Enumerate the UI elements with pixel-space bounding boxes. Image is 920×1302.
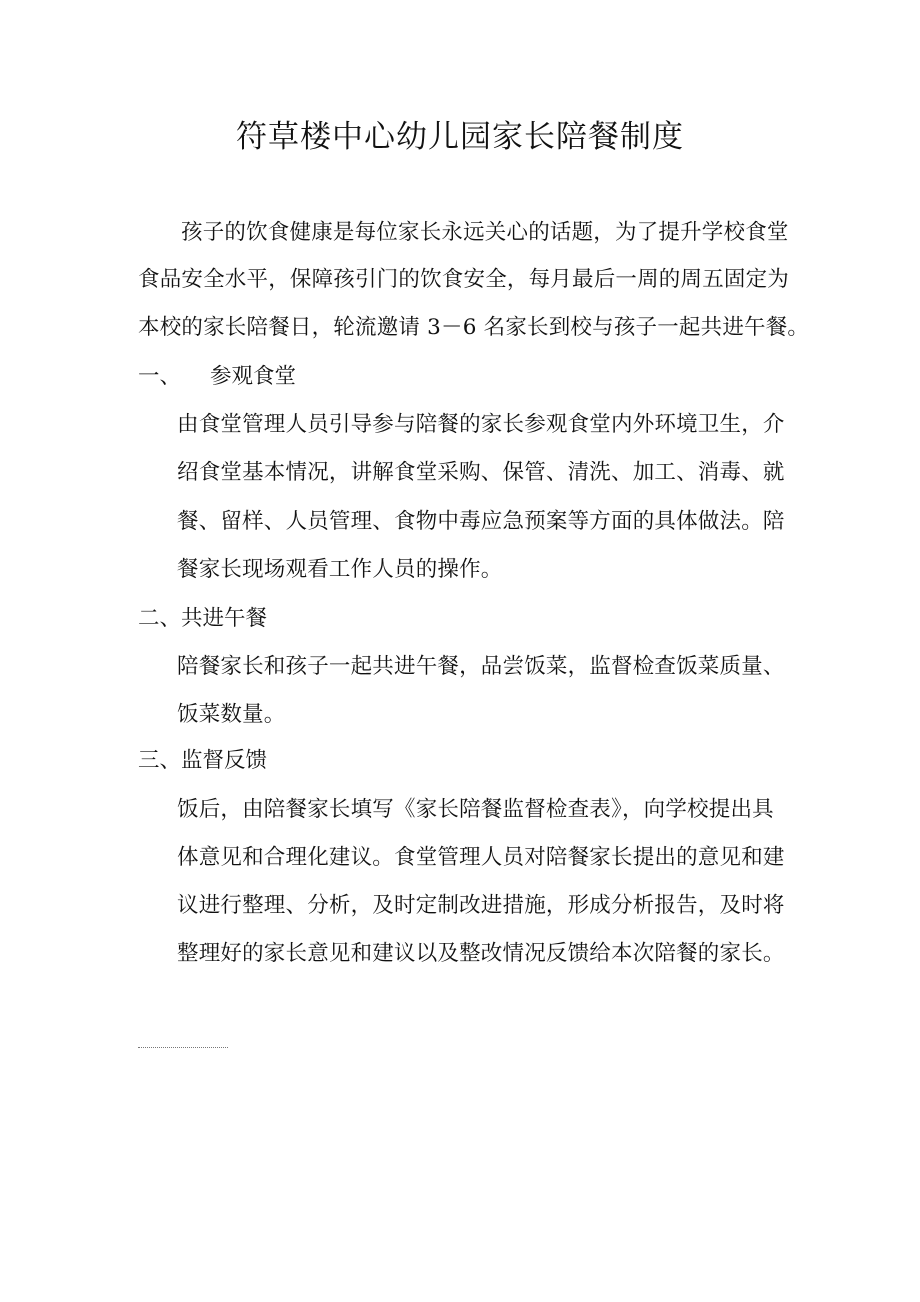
footnote-divider <box>138 1047 228 1048</box>
section-3-line-4: 整理好的家长意见和建议以及整改情况反馈给本次陪餐的家长。 <box>177 941 785 966</box>
section-2-number: 二、 <box>138 606 182 631</box>
section-1-line-4: 餐家长现场观看工作人员的操作。 <box>177 557 503 582</box>
intro-line-3: 本校的家长陪餐日，轮流邀请 3－6 名家长到校与孩子一起共进午餐。 <box>138 315 810 340</box>
section-3-line-1: 饭后，由陪餐家长填写《家长陪餐监督检查表》，向学校提出具 <box>177 797 774 822</box>
section-1-line-3: 餐、留样、人员管理、食物中毒应急预案等方面的具体做法。陪 <box>177 509 785 534</box>
section-2-title: 共进午餐 <box>181 606 268 631</box>
section-1-line-1: 由食堂管理人员引导参与陪餐的家长参观食堂内外环境卫生，介 <box>177 412 785 437</box>
document-title: 符草楼中心幼儿园家长陪餐制度 <box>236 119 684 155</box>
section-3-line-3: 议进行整理、分析，及时定制改进措施，形成分析报告，及时将 <box>177 893 785 918</box>
section-1-heading <box>138 362 296 392</box>
section-1-number: 一、 <box>138 364 182 389</box>
section-3-title: 监督反馈 <box>181 748 268 773</box>
section-1-title: 参观食堂 <box>210 364 297 389</box>
section-3-line-2: 体意见和合理化建议。食堂管理人员对陪餐家长提出的意见和建 <box>177 845 785 870</box>
section-2-line-2: 饭菜数量。 <box>177 702 286 727</box>
section-3-heading <box>138 746 267 776</box>
section-2-line-1: 陪餐家长和孩子一起共进午餐，品尝饭菜，监督检查饭菜质量、 <box>177 654 785 679</box>
intro-line-2: 食品安全水平，保障孩引门的饮食安全，每月最后一周的周五固定为 <box>138 267 790 292</box>
intro-line-1: 孩子的饮食健康是每位家长永远关心的话题，为了提升学校食堂 <box>181 220 789 245</box>
section-1-line-2: 绍食堂基本情况，讲解食堂采购、保管、清洗、加工、消毒、就 <box>177 460 785 485</box>
section-2-heading <box>138 604 267 634</box>
section-3-number: 三、 <box>138 748 182 773</box>
